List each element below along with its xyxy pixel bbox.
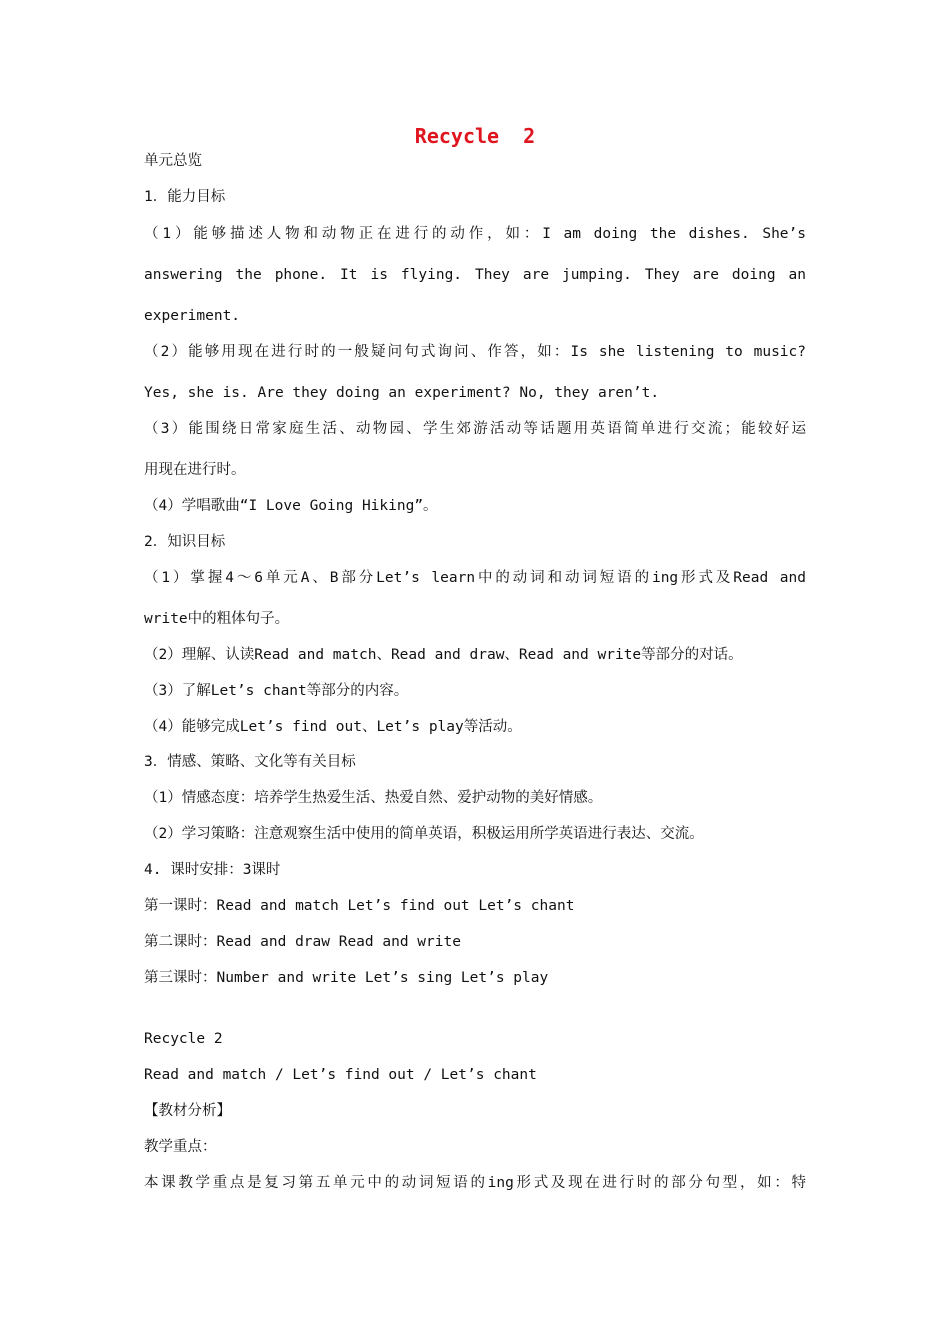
knowledge-heading: 2．知识目标 (144, 534, 226, 550)
lesson-title: Recycle 2 (144, 1031, 223, 1047)
ability-item2-line2: Yes, she is. Are they doing an experiment? No, they aren’t. (144, 385, 660, 401)
schedule-lesson2: 第二课时：Read and draw Read and write (144, 934, 461, 950)
knowledge-item3: （3）了解Let’s chant等部分的内容。 (144, 683, 409, 699)
affective-item2: （2）学习策略：注意观察生活中使用的简单英语，积极运用所学英语进行表达、交流。 (144, 826, 704, 842)
knowledge-item1-line1: （1）掌握4～6单元A、B部分Let’s learn中的动词和动词短语的ing形式及Read and (144, 570, 806, 586)
ability-item3-line1: （3）能围绕日常家庭生活、动物园、学生郊游活动等话题用英语简单进行交流；能较好运 (144, 421, 806, 437)
focus-heading: 教学重点： (144, 1139, 217, 1155)
focus-text: 本课教学重点是复习第五单元中的动词短语的ing形式及现在进行时的部分句型，如：特 (144, 1175, 806, 1191)
ability-item1-line3: experiment. (144, 308, 241, 324)
affective-heading: 3．情感、策略、文化等有关目标 (144, 754, 356, 770)
ability-item2-line1: （2）能够用现在进行时的一般疑问句式询问、作答，如：Is she listening to music? (144, 344, 806, 360)
schedule-heading: 4. 课时安排：3课时 (144, 862, 281, 878)
ability-item1-line2: answering the phone. It is flying. They are jumping. They are doing an (144, 267, 806, 283)
analysis-heading: 【教材分析】 (144, 1103, 231, 1119)
schedule-lesson1: 第一课时：Read and match Let’s find out Let’s chant (144, 898, 575, 914)
knowledge-item2: （2）理解、认读Read and match、Read and draw、Read and write等部分的对话。 (144, 647, 743, 663)
affective-item1: （1）情感态度：培养学生热爱生活、热爱自然、爱护动物的美好情感。 (144, 790, 603, 806)
document-title: Recycle 2 (414, 124, 536, 148)
knowledge-item4: （4）能够完成Let’s find out、Let’s play等活动。 (144, 719, 522, 735)
knowledge-item1-line2: write中的粗体句子。 (144, 611, 290, 627)
lesson-subtitle: Read and match / Let’s find out / Let’s chant (144, 1067, 537, 1083)
ability-item3-line2: 用现在进行时。 (144, 462, 246, 478)
overview-heading: 单元总览 (144, 153, 202, 169)
ability-item1-line1: （1）能够描述人物和动物正在进行的动作，如：I am doing the dishes. She’s (144, 226, 806, 242)
schedule-lesson3: 第三课时：Number and write Let’s sing Let’s play (144, 970, 549, 986)
ability-item4: （4）学唱歌曲“I Love Going Hiking”。 (144, 498, 438, 514)
ability-heading: 1．能力目标 (144, 189, 226, 205)
